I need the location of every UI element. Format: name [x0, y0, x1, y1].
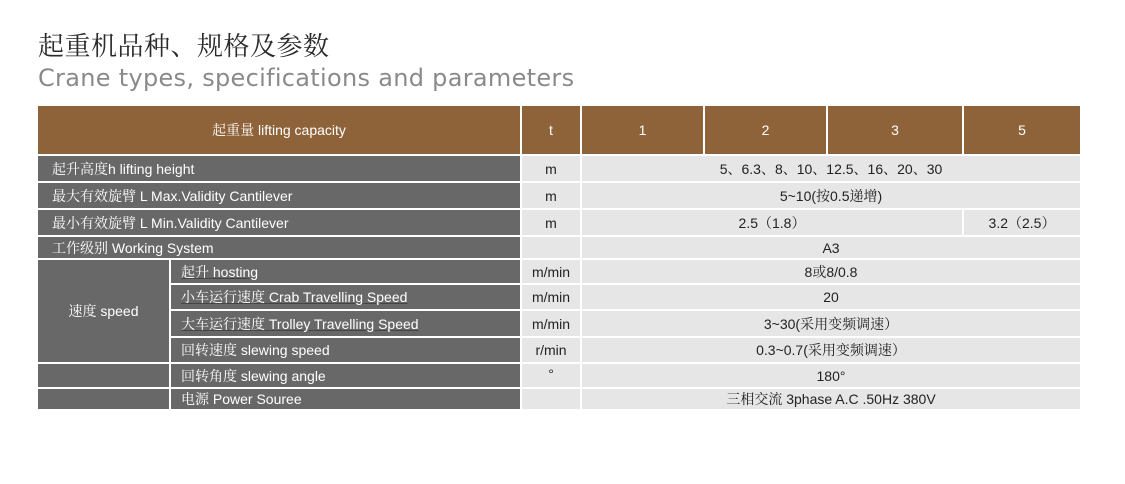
page-subtitle: Crane types, specifications and parameters	[38, 64, 575, 92]
row-label-power: 电源 Power Souree	[171, 389, 520, 409]
row-value: 3~30(采用变频调速）	[582, 311, 1080, 336]
speed-group-label: 速度 speed	[38, 260, 169, 362]
empty-cell	[38, 364, 169, 387]
row-unit: m	[522, 156, 580, 181]
row-unit: m/min	[522, 260, 580, 283]
row-label-working-system: 工作级别 Working System	[38, 237, 520, 258]
header-unit: t	[522, 106, 580, 154]
row-unit: m/min	[522, 285, 580, 309]
row-unit: r/min	[522, 338, 580, 362]
row-value: 三相交流 3phase A.C .50Hz 380V	[582, 389, 1080, 409]
speed-group	[38, 260, 1080, 360]
row-unit: m	[522, 183, 580, 208]
row-unit: m/min	[522, 311, 580, 336]
row-label-min-cantilever: 最小有效旋臂 L Min.Validity Cantilever	[38, 210, 520, 235]
row-unit	[522, 389, 580, 409]
row-value: 0.3~0.7(采用变频调速）	[582, 338, 1080, 362]
row-value: 3.2（2.5）	[964, 210, 1080, 235]
row-value: 5~10(按0.5递增)	[582, 183, 1080, 208]
table-row	[38, 210, 1080, 235]
row-value: 180°	[582, 364, 1080, 387]
header-capacity-3: 3	[828, 106, 962, 154]
row-label-lifting-height: 起升高度h lifting height	[38, 156, 520, 181]
row-label-slewing-angle: 回转角度 slewing angle	[171, 364, 520, 387]
header-capacity-label: 起重量 lifting capacity	[38, 106, 520, 154]
header-capacity-5: 5	[964, 106, 1080, 154]
speed-label-crab: 小车运行速度 Crab Travelling Speed	[171, 285, 520, 309]
row-value: 20	[582, 285, 1080, 309]
row-value: 8或8/0.8	[582, 260, 1080, 283]
header-row	[38, 106, 1080, 154]
row-unit: m	[522, 210, 580, 235]
spec-table	[38, 106, 1080, 407]
speed-label-hosting: 起升 hosting	[171, 260, 520, 283]
header-capacity-1: 1	[582, 106, 703, 154]
table-row	[38, 237, 1080, 258]
table-row	[38, 389, 1080, 409]
speed-label-slewing: 回转速度 slewing speed	[171, 338, 520, 362]
row-value: 2.5（1.8）	[582, 210, 962, 235]
empty-cell	[38, 389, 169, 409]
row-unit: °	[522, 364, 580, 387]
table-row	[38, 183, 1080, 208]
row-value: A3	[582, 237, 1080, 258]
row-unit	[522, 237, 580, 258]
header-capacity-2: 2	[705, 106, 826, 154]
row-label-max-cantilever: 最大有效旋臂 L Max.Validity Cantilever	[38, 183, 520, 208]
table-row	[38, 364, 1080, 387]
page-title: 起重机品种、规格及参数	[38, 32, 330, 62]
speed-label-trolley: 大车运行速度 Trolley Travelling Speed	[171, 311, 520, 336]
table-row	[38, 156, 1080, 181]
row-value: 5、6.3、8、10、12.5、16、20、30	[582, 156, 1080, 181]
